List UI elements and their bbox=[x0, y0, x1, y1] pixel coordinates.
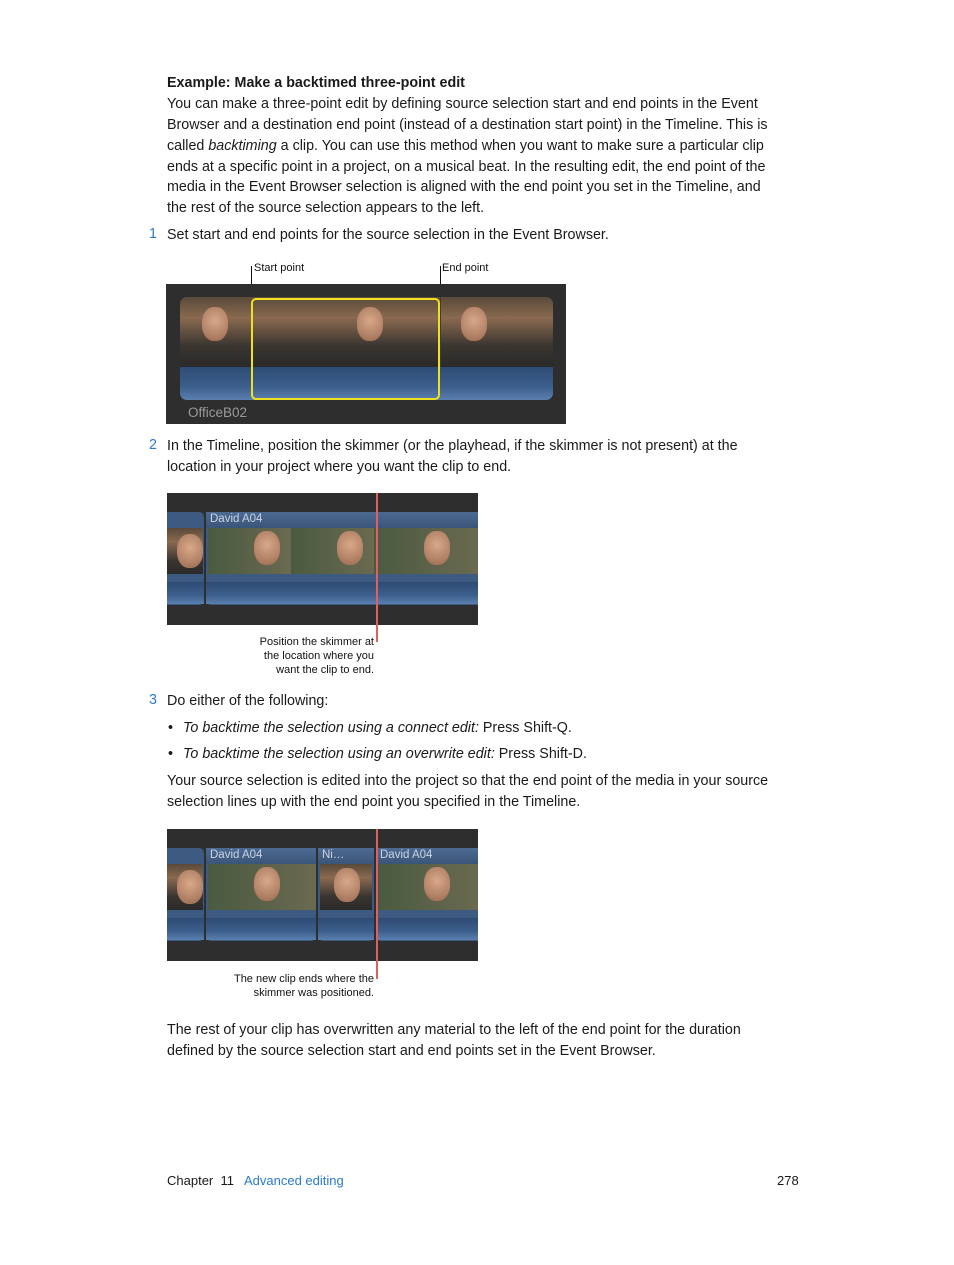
bullet-item bbox=[183, 718, 572, 739]
step-number: 1 bbox=[149, 226, 157, 242]
caption-line: Position the skimmer at bbox=[259, 636, 374, 648]
previous-clip[interactable] bbox=[167, 512, 204, 605]
bullet-item bbox=[183, 744, 587, 765]
previous-clip[interactable] bbox=[167, 848, 204, 941]
step-text: In the Timeline, position the skimmer (or the playhead, if the skimmer is not present) at the bbox=[167, 438, 738, 454]
text-line: Browser and a destination end point (instead of a destination start point) in the Timeline. This is bbox=[167, 117, 768, 133]
clip-title: David A04 bbox=[206, 848, 316, 864]
caption-line: want the clip to end. bbox=[276, 664, 374, 676]
timeline-figure-after bbox=[167, 829, 478, 961]
bullet-lead: To backtime the selection using a connect edit: bbox=[183, 720, 479, 736]
clip-name-label: OfficeB02 bbox=[188, 405, 248, 420]
page-number: 278 bbox=[777, 1173, 799, 1188]
skimmer-line[interactable] bbox=[376, 829, 378, 979]
end-point-label: End point bbox=[442, 262, 489, 274]
step-number: 2 bbox=[149, 437, 157, 453]
caption-line: The new clip ends where the bbox=[233, 973, 374, 985]
thumbnail bbox=[291, 528, 374, 574]
start-point-label: Start point bbox=[254, 262, 305, 274]
event-browser-clip-figure bbox=[166, 284, 566, 424]
step-text: Do either of the following: bbox=[167, 693, 329, 709]
bullet-dot: • bbox=[168, 720, 174, 736]
thumbnail bbox=[208, 528, 291, 574]
bullet-lead: To backtime the selection using an overwrite edit: bbox=[183, 746, 495, 762]
timeline-clip[interactable] bbox=[206, 512, 478, 605]
thumbnail bbox=[374, 528, 478, 574]
audio-waveform bbox=[206, 582, 478, 604]
skimmer-line[interactable] bbox=[376, 493, 378, 642]
clip-title: Ni… bbox=[318, 848, 374, 864]
result-text: selection lines up with the end point you specified in the Timeline. bbox=[167, 794, 581, 810]
text-line: the rest of the source selection appears to the left. bbox=[167, 200, 485, 216]
step-text: location in your project where you want the clip to end. bbox=[167, 459, 512, 475]
bullet-text: Press Shift-D. bbox=[494, 746, 587, 762]
closing-text: defined by the source selection start and end points set in the Event Browser. bbox=[167, 1043, 656, 1059]
range-selection[interactable] bbox=[251, 298, 440, 400]
chapter-label: Chapter 11 bbox=[167, 1173, 234, 1188]
result-text: Your source selection is edited into the project so that the end point of the media in your source bbox=[167, 773, 769, 789]
new-clip-caption bbox=[200, 972, 374, 1000]
chapter-link[interactable]: Advanced editing bbox=[244, 1173, 344, 1188]
text-line bbox=[167, 136, 764, 157]
timeline-clip[interactable] bbox=[206, 848, 316, 941]
step-text: Set start and end points for the source selection in the Event Browser. bbox=[167, 227, 609, 243]
text-line: ends at a specific point in a project, on a musical beat. In the resulting edit, the end point of the bbox=[167, 159, 766, 175]
caption-line: skimmer was positioned. bbox=[253, 987, 374, 999]
timeline-clip[interactable] bbox=[376, 848, 478, 941]
text-line: media in the Event Browser selection is aligned with the end point you set in the Timeline, and bbox=[167, 179, 761, 195]
term-backtiming: backtiming bbox=[208, 138, 277, 154]
clip-title: David A04 bbox=[376, 848, 478, 864]
text: called bbox=[167, 138, 209, 154]
text: a clip. You can use this method when you want to make sure a particular clip bbox=[276, 138, 764, 154]
step-number: 3 bbox=[149, 692, 157, 708]
text-line: You can make a three-point edit by defining source selection start and end points in the Event bbox=[167, 96, 758, 112]
timeline-figure-before bbox=[167, 493, 478, 625]
bullet-dot: • bbox=[168, 746, 174, 762]
thumbnail bbox=[180, 297, 255, 367]
new-clip[interactable] bbox=[318, 848, 374, 941]
closing-text: The rest of your clip has overwritten any material to the left of the end point for the duration bbox=[167, 1022, 741, 1038]
thumbnail bbox=[441, 297, 553, 367]
clip-title: David A04 bbox=[206, 512, 478, 528]
skimmer-caption bbox=[220, 635, 374, 677]
caption-line: the location where you bbox=[263, 650, 374, 662]
bullet-text: Press Shift-Q. bbox=[478, 720, 572, 736]
section-heading: Example: Make a backtimed three-point edit bbox=[167, 75, 465, 91]
